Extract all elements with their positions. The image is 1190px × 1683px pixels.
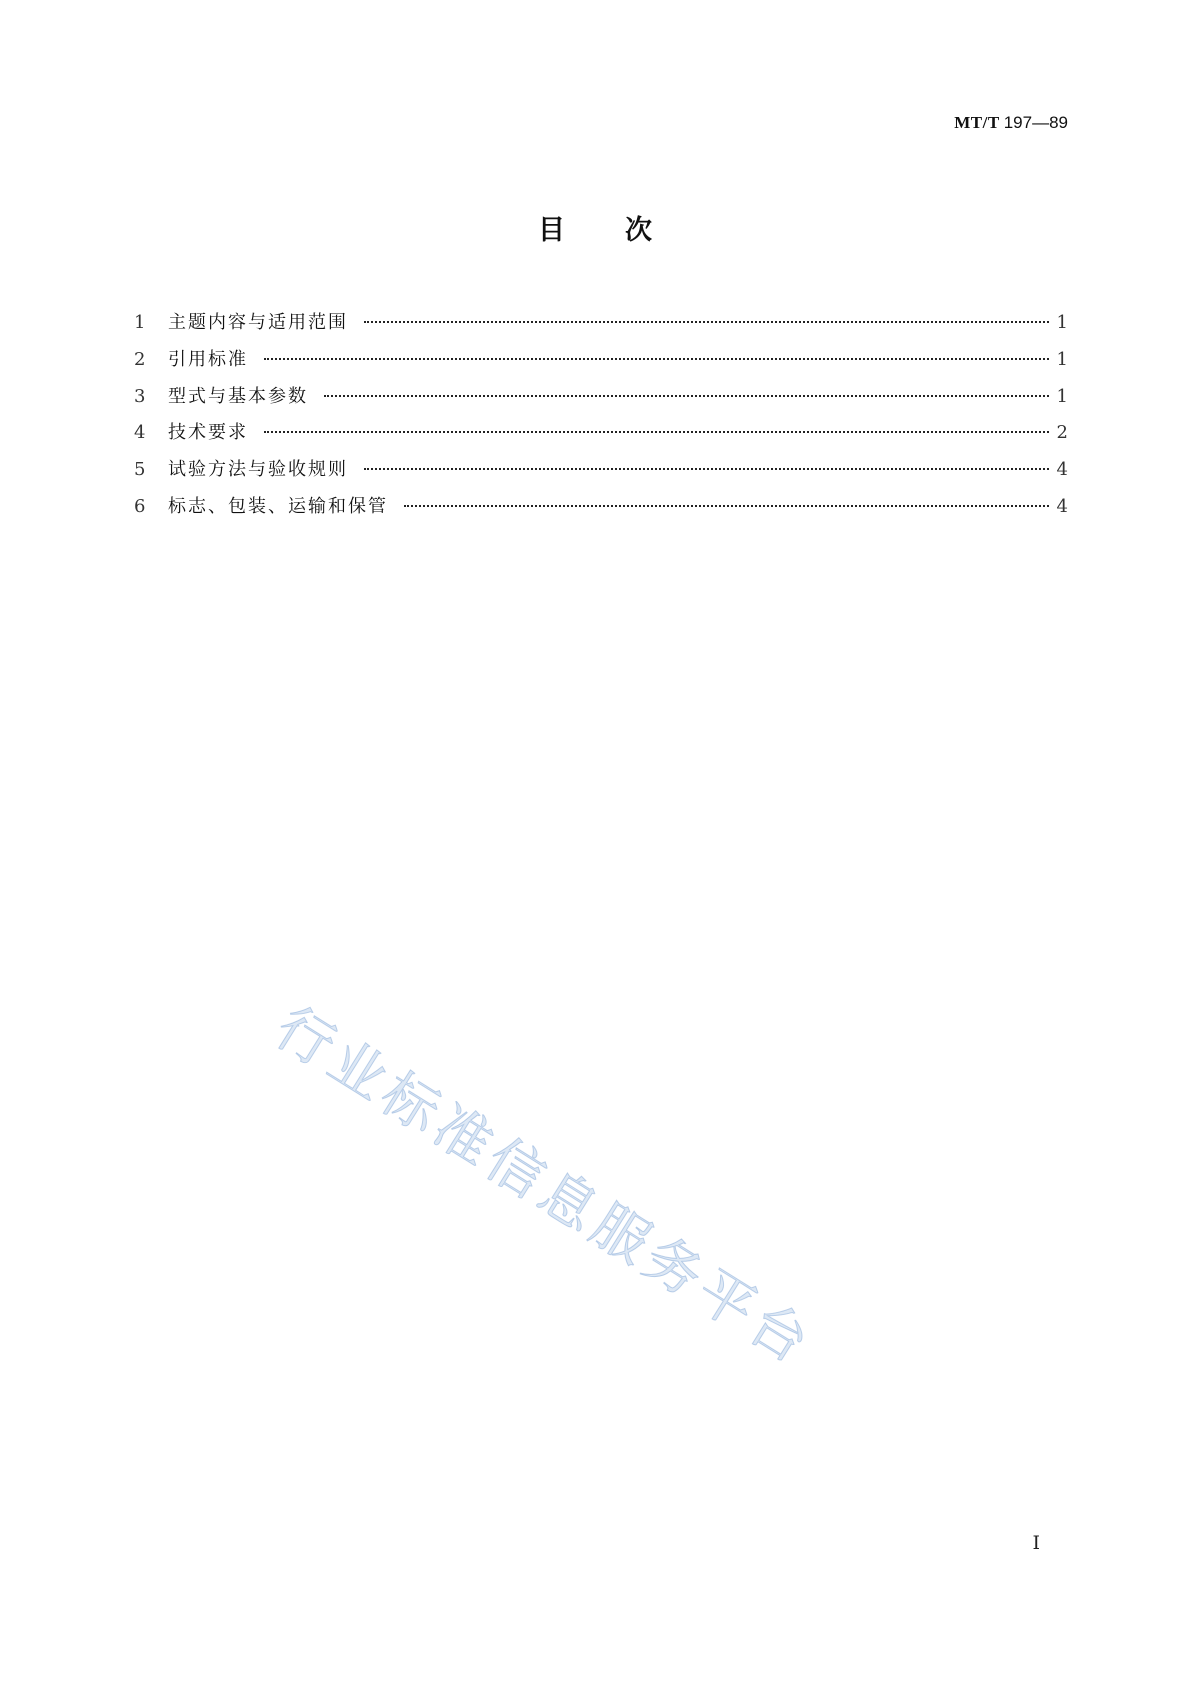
toc-entry-title: 标志、包装、运输和保管	[168, 495, 388, 517]
toc-entry-number: 3	[134, 385, 146, 407]
toc-entry-page: 2	[1056, 422, 1068, 444]
toc-entry[interactable]	[134, 386, 1068, 423]
dot-leader	[264, 431, 1049, 433]
toc-entry-title: 试验方法与验收规则	[168, 459, 348, 481]
toc-entry-page: 1	[1056, 312, 1068, 333]
toc-entry-page: 1	[1056, 348, 1068, 370]
toc-entry-page: 1	[1056, 385, 1068, 407]
toc-entry-title: 引用标准	[168, 348, 248, 370]
toc-entry[interactable]	[134, 312, 1068, 349]
standard-code	[954, 113, 1068, 133]
toc-entry[interactable]	[134, 349, 1068, 386]
toc-entry-title: 技术要求	[168, 422, 248, 444]
toc-entry-title: 主题内容与适用范围	[168, 312, 348, 333]
dot-leader	[404, 505, 1049, 507]
toc-entry-title: 型式与基本参数	[168, 385, 308, 407]
toc-entry-number: 4	[134, 422, 146, 444]
watermark: 行业标准信息服务平台	[264, 995, 825, 1379]
toc-entry[interactable]	[134, 496, 1068, 533]
toc-entry-page: 4	[1056, 495, 1068, 517]
standard-prefix: MT/T	[954, 113, 1000, 132]
toc-entry-number: 6	[134, 495, 146, 517]
dot-leader	[364, 468, 1049, 470]
toc-entry-number: 1	[134, 312, 146, 333]
page-number: I	[1032, 1532, 1040, 1554]
toc-entry-page: 4	[1056, 459, 1068, 481]
table-of-contents	[134, 312, 1068, 533]
dot-leader	[324, 395, 1049, 397]
dot-leader	[364, 321, 1049, 323]
standard-number: 197—89	[1003, 113, 1068, 132]
dot-leader	[264, 358, 1049, 360]
toc-entry[interactable]	[134, 422, 1068, 459]
toc-entry-number: 2	[134, 348, 146, 370]
toc-entry[interactable]	[134, 459, 1068, 496]
toc-entry-number: 5	[134, 459, 146, 481]
toc-title: 目次	[538, 215, 712, 246]
